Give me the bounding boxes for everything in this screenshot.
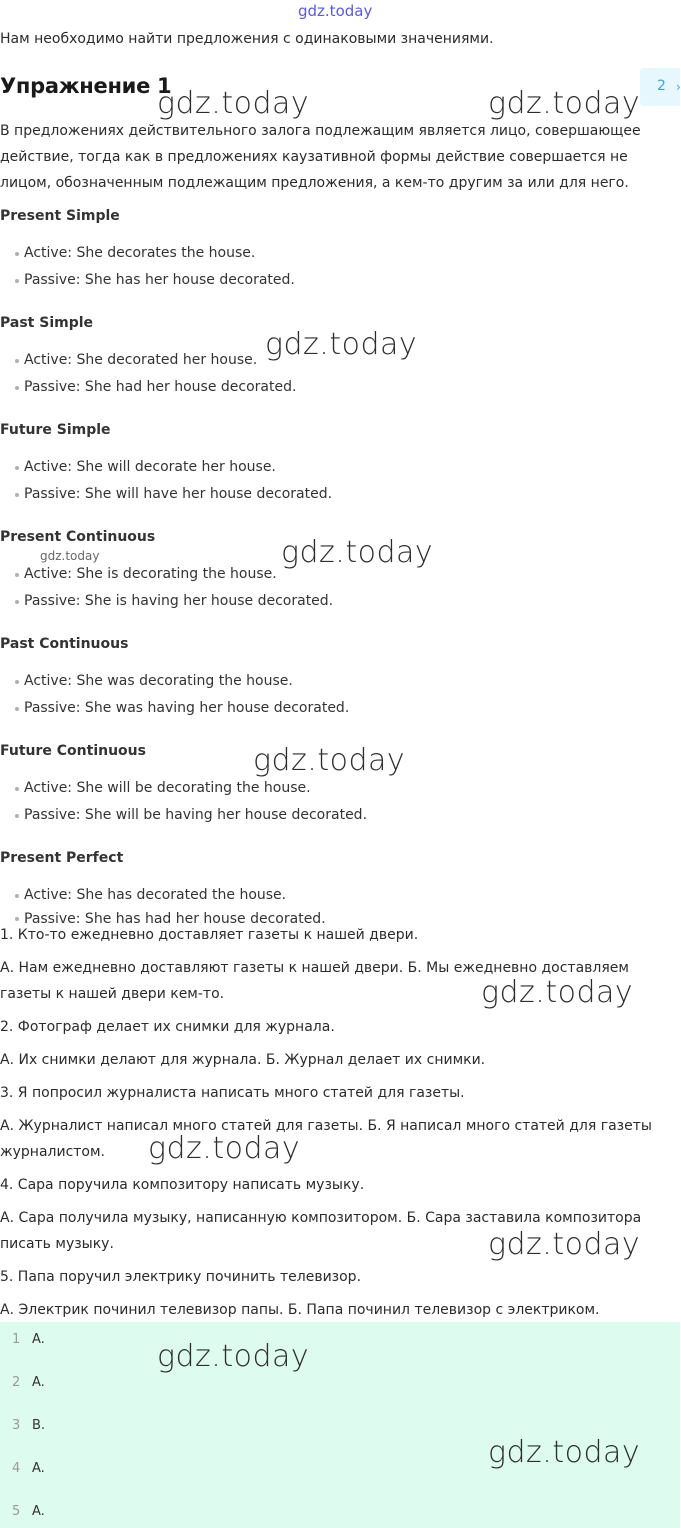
task-question: 2. Фотограф делает их снимки для журнала. [0, 1019, 335, 1035]
answer-letter: B. [32, 1418, 46, 1433]
passive-example: Passive: She had her house decorated. [24, 379, 297, 395]
answer-letter: A. [32, 1375, 45, 1390]
task-options: А. Сара получила музыку, написанную композитором. Б. Сара заставила композитора писать музыку. [0, 1210, 642, 1252]
answer-number: 1 [12, 1332, 21, 1347]
active-example: Active: She has decorated the house. [24, 887, 287, 903]
watermark: gdz.today [157, 1339, 310, 1374]
tense-heading: Present Simple [0, 208, 120, 224]
passive-example: Passive: She was having her house decorated. [24, 700, 350, 716]
bullet-icon [15, 466, 19, 470]
watermark: gdz.today [148, 1131, 301, 1166]
passive-example: Passive: She has her house decorated. [24, 272, 295, 288]
answer-number: 2 [12, 1375, 21, 1390]
tense-heading: Past Simple [0, 315, 94, 331]
active-example: Active: She is decorating the house. [24, 566, 277, 582]
task-question: 3. Я попросил журналиста написать много статей для газеты. [0, 1085, 465, 1101]
bullet-icon [15, 252, 19, 256]
watermark: gdz.today [253, 743, 406, 778]
tense-heading: Future Simple [0, 422, 111, 438]
bullet-icon [15, 707, 19, 711]
active-example: Active: She was decorating the house. [24, 673, 293, 689]
truncated-line [0, 906, 680, 927]
bullet-icon [15, 787, 19, 791]
task-question: 4. Сара поручила композитору написать музыку. [0, 1177, 365, 1193]
page-badge[interactable] [640, 68, 680, 106]
bullet-icon [15, 493, 19, 497]
bullet-icon [15, 359, 19, 363]
task-options: А. Журналист написал много статей для газеты. Б. Я написал много статей для газеты журналистом. [0, 1118, 652, 1160]
bullet-icon [15, 279, 19, 283]
task-options: А. Их снимки делают для журнала. Б. Журнал делает их снимки. [0, 1052, 486, 1068]
watermark: gdz.today [481, 975, 634, 1010]
page-badge-number: 2 [657, 78, 666, 94]
watermark: gdz.today [488, 86, 641, 121]
explanation-paragraph: В предложениях действительного залога подлежащим является лицо, совершающее действие, тогда как в предложениях каузативной формы действие совершается не лицом, обозначенным подлежащим предложения, а кем-то другим за или для него. [0, 123, 641, 191]
tense-heading: Present Perfect [0, 850, 124, 866]
passive-example: Passive: She has had her house decorated. [24, 911, 326, 927]
answer-number: 5 [12, 1504, 21, 1519]
answer-number: 3 [12, 1418, 21, 1433]
answers-panel [0, 1322, 680, 1528]
bullet-icon [15, 814, 19, 818]
watermark: gdz.today [488, 1227, 641, 1262]
active-example: Active: She will decorate her house. [24, 459, 276, 475]
bullet-icon [15, 917, 19, 921]
watermark-top: gdz.today [298, 2, 373, 20]
passive-example: Passive: She is having her house decorated. [24, 593, 334, 609]
active-example: Active: She decorated her house. [24, 352, 258, 368]
answer-letter: A. [32, 1461, 45, 1476]
active-example: Active: She will be decorating the house. [24, 780, 311, 796]
bullet-icon [15, 600, 19, 604]
active-example: Active: She decorates the house. [24, 245, 256, 261]
chevron-right-icon: › [676, 80, 681, 94]
answer-number: 4 [12, 1461, 21, 1476]
task-question: 5. Папа поручил электрику починить телевизор. [0, 1269, 362, 1285]
passive-example: Passive: She will be having her house decorated. [24, 807, 368, 823]
task-options: А. Нам ежедневно доставляют газеты к нашей двери. Б. Мы ежедневно доставляем газеты к нашей двери кем-то. [0, 960, 629, 1002]
task-question: 1. Кто-то ежедневно доставляет газеты к нашей двери. [0, 927, 419, 943]
watermark: gdz.today [281, 535, 434, 570]
answer-letter: A. [32, 1332, 45, 1347]
exercise-title: Упражнение 1 [0, 74, 172, 98]
answer-letter: A. [32, 1504, 45, 1519]
tense-heading: Present Continuous [0, 529, 156, 545]
intro-text: Нам необходимо найти предложения с одинаковыми значениями. [0, 31, 494, 47]
task-options: А. Электрик починил телевизор папы. Б. Папа починил телевизор с электриком. [0, 1302, 600, 1318]
watermark: gdz.today [157, 86, 310, 121]
bullet-icon [15, 680, 19, 684]
tense-heading: Past Continuous [0, 636, 129, 652]
watermark: gdz.today [265, 327, 418, 362]
bullet-icon [15, 386, 19, 390]
watermark: gdz.today [488, 1435, 641, 1470]
bullet-icon [15, 573, 19, 577]
bullet-icon [15, 894, 19, 898]
passive-example: Passive: She will have her house decorated. [24, 486, 333, 502]
tense-heading: Future Continuous [0, 743, 146, 759]
watermark-small: gdz.today [40, 549, 100, 563]
